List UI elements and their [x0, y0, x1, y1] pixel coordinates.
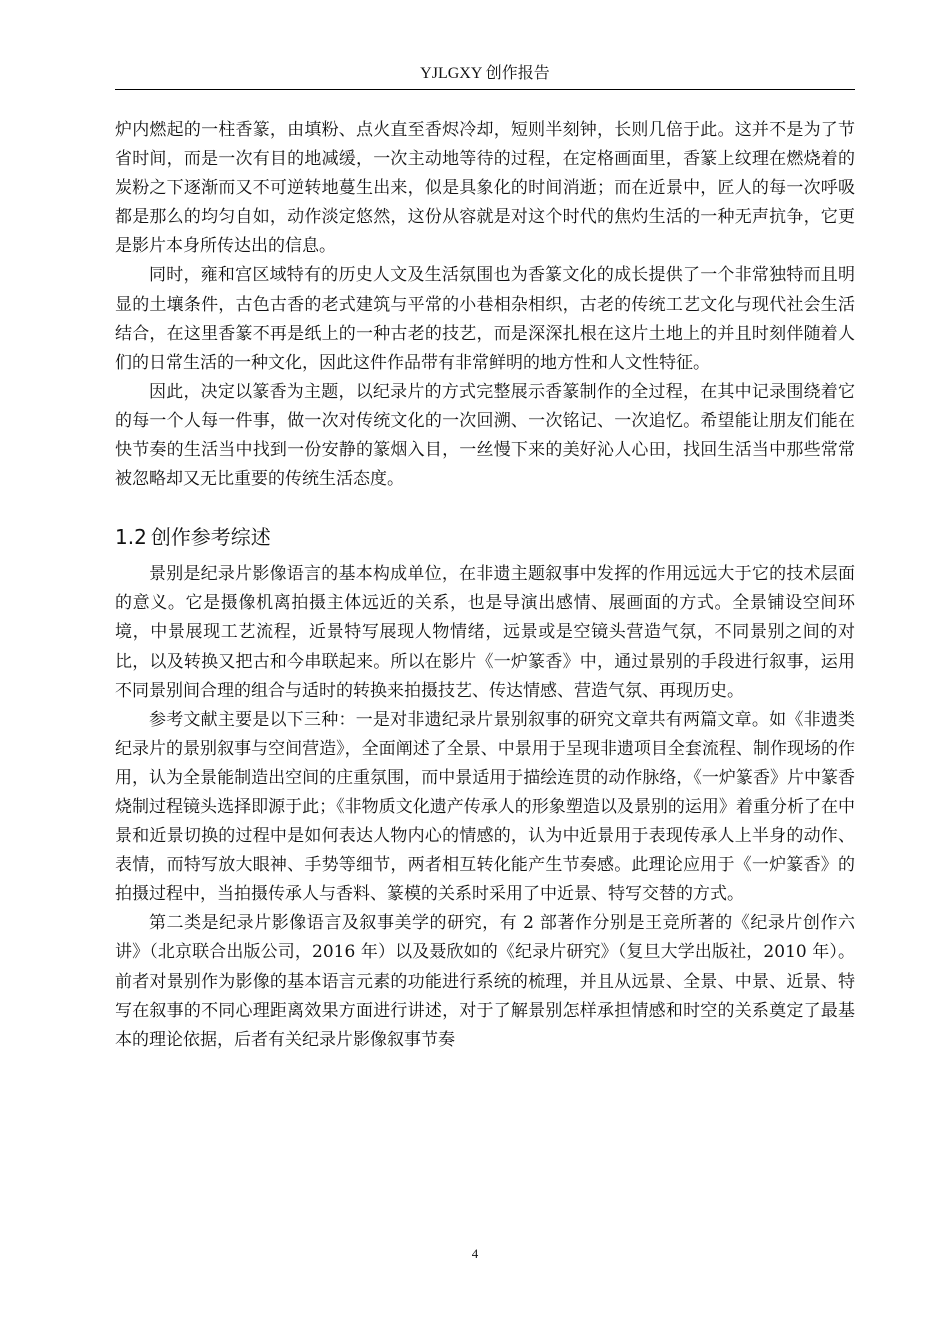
section-heading	[115, 522, 855, 552]
paragraph: 景别是纪录片影像语言的基本构成单位，在非遗主题叙事中发挥的作用远远大于它的技术层面的意义。它是摄像机离拍摄主体远近的关系，也是导演出感情、展画面的方式。全景铺设空间环境，中景展现工艺流程，近景特写展现人物情绪，远景或是空镜头营造气氛，不同景别之间的对比，以及转换又把古和今串联起来。所以在影片《一炉篆香》中，通过景别的手段进行叙事，运用不同景别间合理的组合与适时的转换来拍摄技艺、传达情感、营造气氛、再现历史。	[115, 564, 855, 701]
document-body	[115, 116, 855, 1055]
page-header: YJLGXY 创作报告	[420, 65, 550, 82]
page-number: 4	[471, 1246, 479, 1261]
paragraph: 参考文献主要是以下三种：一是对非遗纪录片景别叙事的研究文章共有两篇文章。如《非遗类纪录片的景别叙事与空间营造》，全面阐述了全景、中景用于呈现非遗项目全套流程、制作现场的作用，认为全景能制造出空间的庄重氛围，而中景适用于描绘连贯的动作脉络，《一炉篆香》片中篆香烧制过程镜头选择即源于此；《非物质文化遗产传承人的形象塑造以及景别的运用》着重分析了在中景和近景切换的过程中是如何表达人物内心的情感的，认为中近景用于表现传承人上半身的动作、表情，而特写放大眼神、手势等细节，两者相互转化能产生节奏感。此理论应用于《一炉篆香》的拍摄过程中，当拍摄传承人与香料、篆模的关系时采用了中近景、特写交替的方式。	[115, 709, 855, 905]
paragraph: 同时，雍和宫区域特有的历史人文及生活氛围也为香篆文化的成长提供了一个非常独特而且明显的土壤条件，古色古香的老式建筑与平常的小巷相杂相织，古老的传统工艺文化与现代社会生活结合，在这里香篆不再是纸上的一种古老的技艺，而是深深扎根在这片土地上的并且时刻伴随着人们的日常生活的一种文化，因此这件作品带有非常鲜明的地方性和人文性特征。	[115, 265, 855, 373]
paragraph-continued: 炉内燃起的一柱香篆，由填粉、点火直至香烬冷却，短则半刻钟，长则几倍于此。这并不是为了节省时间，而是一次有目的地减缓，一次主动地等待的过程，在定格画面里，香篆上纹理在燃烧着的炭粉之下逐渐而又不可逆转地蔓生出来，似是具象化的时间消逝；而在近景中，匠人的每一次呼吸都是那么的均匀自如，动作淡定悠然，这份从容就是对这个时代的焦灼生活的一种无声抗争，它更是影片本身所传达出的信息。	[115, 120, 855, 257]
header-divider	[115, 89, 855, 90]
section-number: 1.2	[115, 525, 147, 550]
paragraph: 第二类是纪录片影像语言及叙事美学的研究，有 2 部著作分别是王竞所著的《纪录片创作六讲》（北京联合出版公司，2016 年）以及聂欣如的《纪录片研究》（复旦大学出版社，2010 年）。前者对景别作为影像的基本语言元素的功能进行系统的梳理，并且从远景、全景、中景、近景、特写在叙事的不同心理距离效果方面进行讲述，对于了解景别怎样承担情感和时空的关系奠定了最基本的理论依据，后者有关纪录片影像叙事节奏	[115, 913, 855, 1050]
section-title: 创作参考综述	[150, 525, 271, 550]
paragraph: 因此，决定以篆香为主题，以纪录片的方式完整展示香篆制作的全过程，在其中记录围绕着它的每一个人每一件事，做一次对传统文化的一次回溯、一次铭记、一次追忆。希望能让朋友们能在快节奏的生活当中找到一份安静的篆烟入目，一丝慢下来的美好沁人心田，找回生活当中那些常常被忽略却又无比重要的传统生活态度。	[115, 381, 855, 490]
